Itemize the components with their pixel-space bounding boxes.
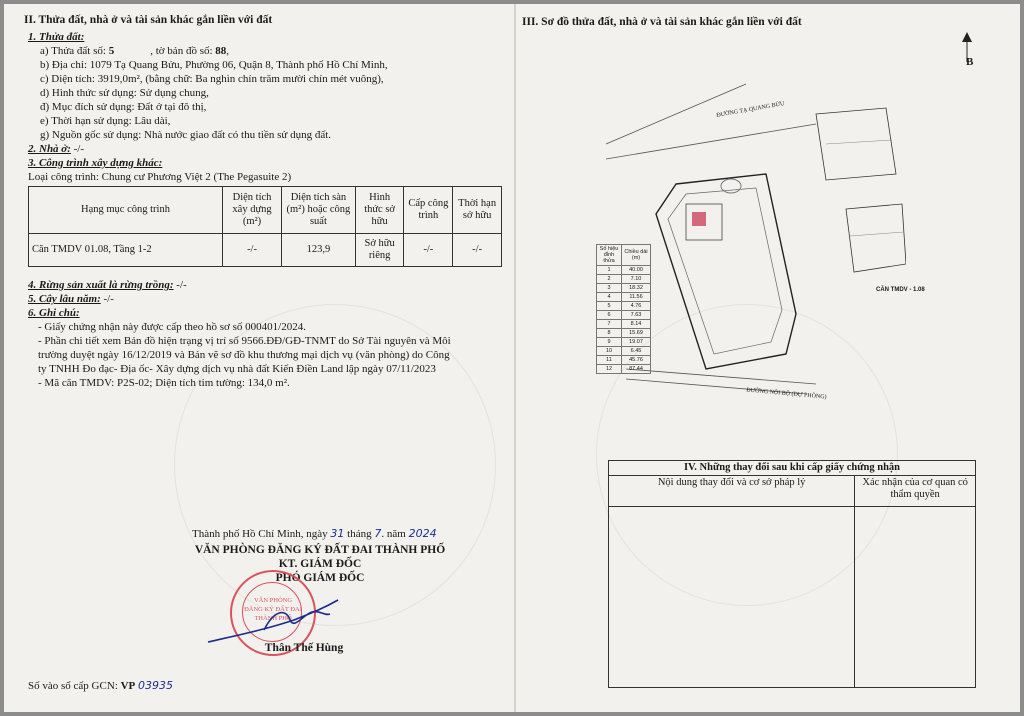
table-row: 6 7.63 (597, 311, 651, 320)
note-line: - Phần chi tiết xem Bản đồ hiện trạng vị trí số 9566.ĐĐ/GĐ-TNMT do Sở Tài nguyên và Môi (38, 335, 451, 347)
note-line: ty TNHH Đo đạc- Địa ốc- Xây dựng dịch vụ nhà đất Kiến Điền Land lập ngày 07/11/2023 (38, 363, 436, 375)
table-row (609, 507, 976, 688)
col-term: Thời hạn sở hữu (453, 187, 502, 234)
year-label: . năm (381, 528, 409, 540)
notes-heading: 6. Ghi chú: (28, 307, 80, 319)
table-row: 11 45.76 (597, 356, 651, 365)
col-ownership: Hình thức sở hữu (355, 187, 404, 234)
parcel-number: 5 (108, 45, 115, 57)
table-row: 4 11.56 (597, 293, 651, 302)
col-floor-area: Diện tích sàn (m²) hoặc công suất (282, 187, 356, 234)
cell-item: Căn TMDV 01.08, Tầng 1-2 (29, 234, 223, 267)
col-item: Hạng mục công trình (29, 187, 223, 234)
boundary-table (596, 244, 651, 374)
stamp-text: VĂN PHÒNG ĐĂNG KÝ ĐẤT ĐAI THÀNH PHỐ (244, 597, 302, 622)
usage-purpose-line: đ) Mục đích sử dụng: Đất ở tại đô thị, (40, 101, 207, 113)
handwritten-signature (204, 590, 354, 650)
table-row: 2 7.10 (597, 275, 651, 284)
works-type: Loại công trình: Chung cư Phương Việt 2 (The Pegasuite 2) (28, 171, 292, 183)
street-top-label: ĐƯỜNG TẠ QUANG BỬU (716, 101, 786, 119)
col-grade: Cấp công trình (404, 187, 453, 234)
changes-title: IV. Những thay đổi sau khi cấp giấy chứng nhận (609, 461, 976, 476)
note-line: - Giấy chứng nhận này được cấp theo hồ sơ số 000401/2024. (38, 321, 306, 333)
left-page (4, 4, 512, 712)
note-line: - Mã căn TMDV: P2S-02; Diện tích tim tường: 134,0 m². (38, 377, 290, 389)
north-label: B (966, 56, 974, 68)
table-row: 5 4.76 (597, 302, 651, 311)
land-heading: 1. Thửa đất: (28, 31, 85, 43)
map-suffix: , (226, 45, 230, 57)
right-page (516, 4, 1020, 712)
house-value: -/- (70, 143, 85, 155)
forest-value: -/- (173, 279, 187, 291)
parcel-prefix: a) Thửa đất số: (40, 45, 109, 57)
changes-col-confirm: Xác nhận của cơ quan có thẩm quyền (855, 476, 976, 507)
parcel-line (40, 45, 229, 57)
table-row: 7 8.14 (597, 320, 651, 329)
registry-prefix: Số vào sổ cấp GCN: (28, 680, 121, 692)
house-heading: 2. Nhà ở: (28, 143, 71, 155)
registry-number (28, 680, 173, 692)
date-year: 2024 (408, 527, 437, 540)
boundary-col-vertex: Số hiệu đỉnh thửa (597, 245, 622, 266)
map-prefix: , tờ bản đồ số: (150, 45, 216, 57)
certificate-sheet (4, 4, 1020, 712)
registry-code: VP (120, 680, 136, 692)
place-prefix: Thành phố Hồ Chí Minh, ngày (192, 528, 331, 540)
place-date (192, 528, 437, 540)
deputy-director: PHÓ GIÁM ĐỐC (275, 572, 365, 584)
changes-table (608, 460, 976, 688)
note-line: trường duyệt ngày 16/12/2019 và Bản vẽ sơ đồ khu thương mại dịch vụ (văn phòng) do Công (38, 349, 450, 361)
date-day: 31 (330, 527, 345, 540)
table-row: 10 6.45 (597, 347, 651, 356)
perennial-line (28, 293, 114, 305)
house-line (28, 143, 84, 155)
area-line: c) Diện tích: 3919,0m², (bằng chữ: Ba nghìn chín trăm mười chín mét vuông), (40, 73, 384, 85)
table-row: 9 19.07 (597, 338, 651, 347)
table-row (29, 234, 502, 267)
cell-build-area: -/- (222, 234, 281, 267)
unit-caption: CĂN TMDV - 1.08 (876, 287, 925, 293)
cell-grade: -/- (404, 234, 453, 267)
changes-col-content: Nội dung thay đổi và cơ sở pháp lý (609, 476, 855, 507)
table-row: 3 18.32 (597, 284, 651, 293)
works-heading: 3. Công trình xây dựng khác: (28, 157, 163, 169)
perennial-value: -/- (100, 293, 114, 305)
works-table (28, 186, 502, 267)
section-3-title: III. Sơ đồ thửa đất, nhà ở và tài sản khác gắn liền với đất (522, 16, 802, 28)
signer-name: Thân Thế Hùng (264, 642, 344, 654)
forest-line (28, 279, 187, 291)
table-row: 1 40.00 (597, 266, 651, 275)
works-table-header (29, 187, 502, 234)
col-build-area: Diện tích xây dựng (m²) (222, 187, 281, 234)
address-line: b) Địa chỉ: 1079 Tạ Quang Bửu, Phường 06, Quận 8, Thành phố Hồ Chí Minh, (40, 59, 388, 71)
cell-term: -/- (453, 234, 502, 267)
boundary-col-length: Chiều dài (m) (622, 245, 651, 266)
cell-floor-area: 123,9 (282, 234, 356, 267)
unit-floor-plan (806, 104, 906, 284)
street-bottom-label: ĐƯỜNG NỘI BỘ (DỰ PHÒNG) (745, 387, 827, 401)
forest-heading: 4. Rừng sản xuất là rừng trồng: (28, 279, 174, 291)
registry-serial: 03935 (138, 679, 173, 692)
map-number: 88 (215, 45, 227, 57)
month-label: tháng (344, 528, 375, 540)
section-2-title: II. Thửa đất, nhà ở và tài sản khác gắn liền với đất (24, 14, 273, 26)
kt-director: KT. GIÁM ĐỐC (278, 558, 362, 570)
perennial-heading: 5. Cây lâu năm: (28, 293, 101, 305)
office-name: VĂN PHÒNG ĐĂNG KÝ ĐẤT ĐAI THÀNH PHỐ (194, 544, 446, 556)
table-row: 8 15.69 (597, 329, 651, 338)
usage-term-line: e) Thời hạn sử dụng: Lâu dài, (40, 115, 171, 127)
usage-origin-line: g) Nguồn gốc sử dụng: Nhà nước giao đất có thu tiền sử dụng đất. (40, 129, 332, 141)
usage-form-line: d) Hình thức sử dụng: Sử dụng chung, (40, 87, 209, 99)
table-row: 12 87.44 (597, 365, 651, 374)
date-month: 7 (374, 527, 382, 540)
cell-ownership: Sở hữu riêng (355, 234, 404, 267)
